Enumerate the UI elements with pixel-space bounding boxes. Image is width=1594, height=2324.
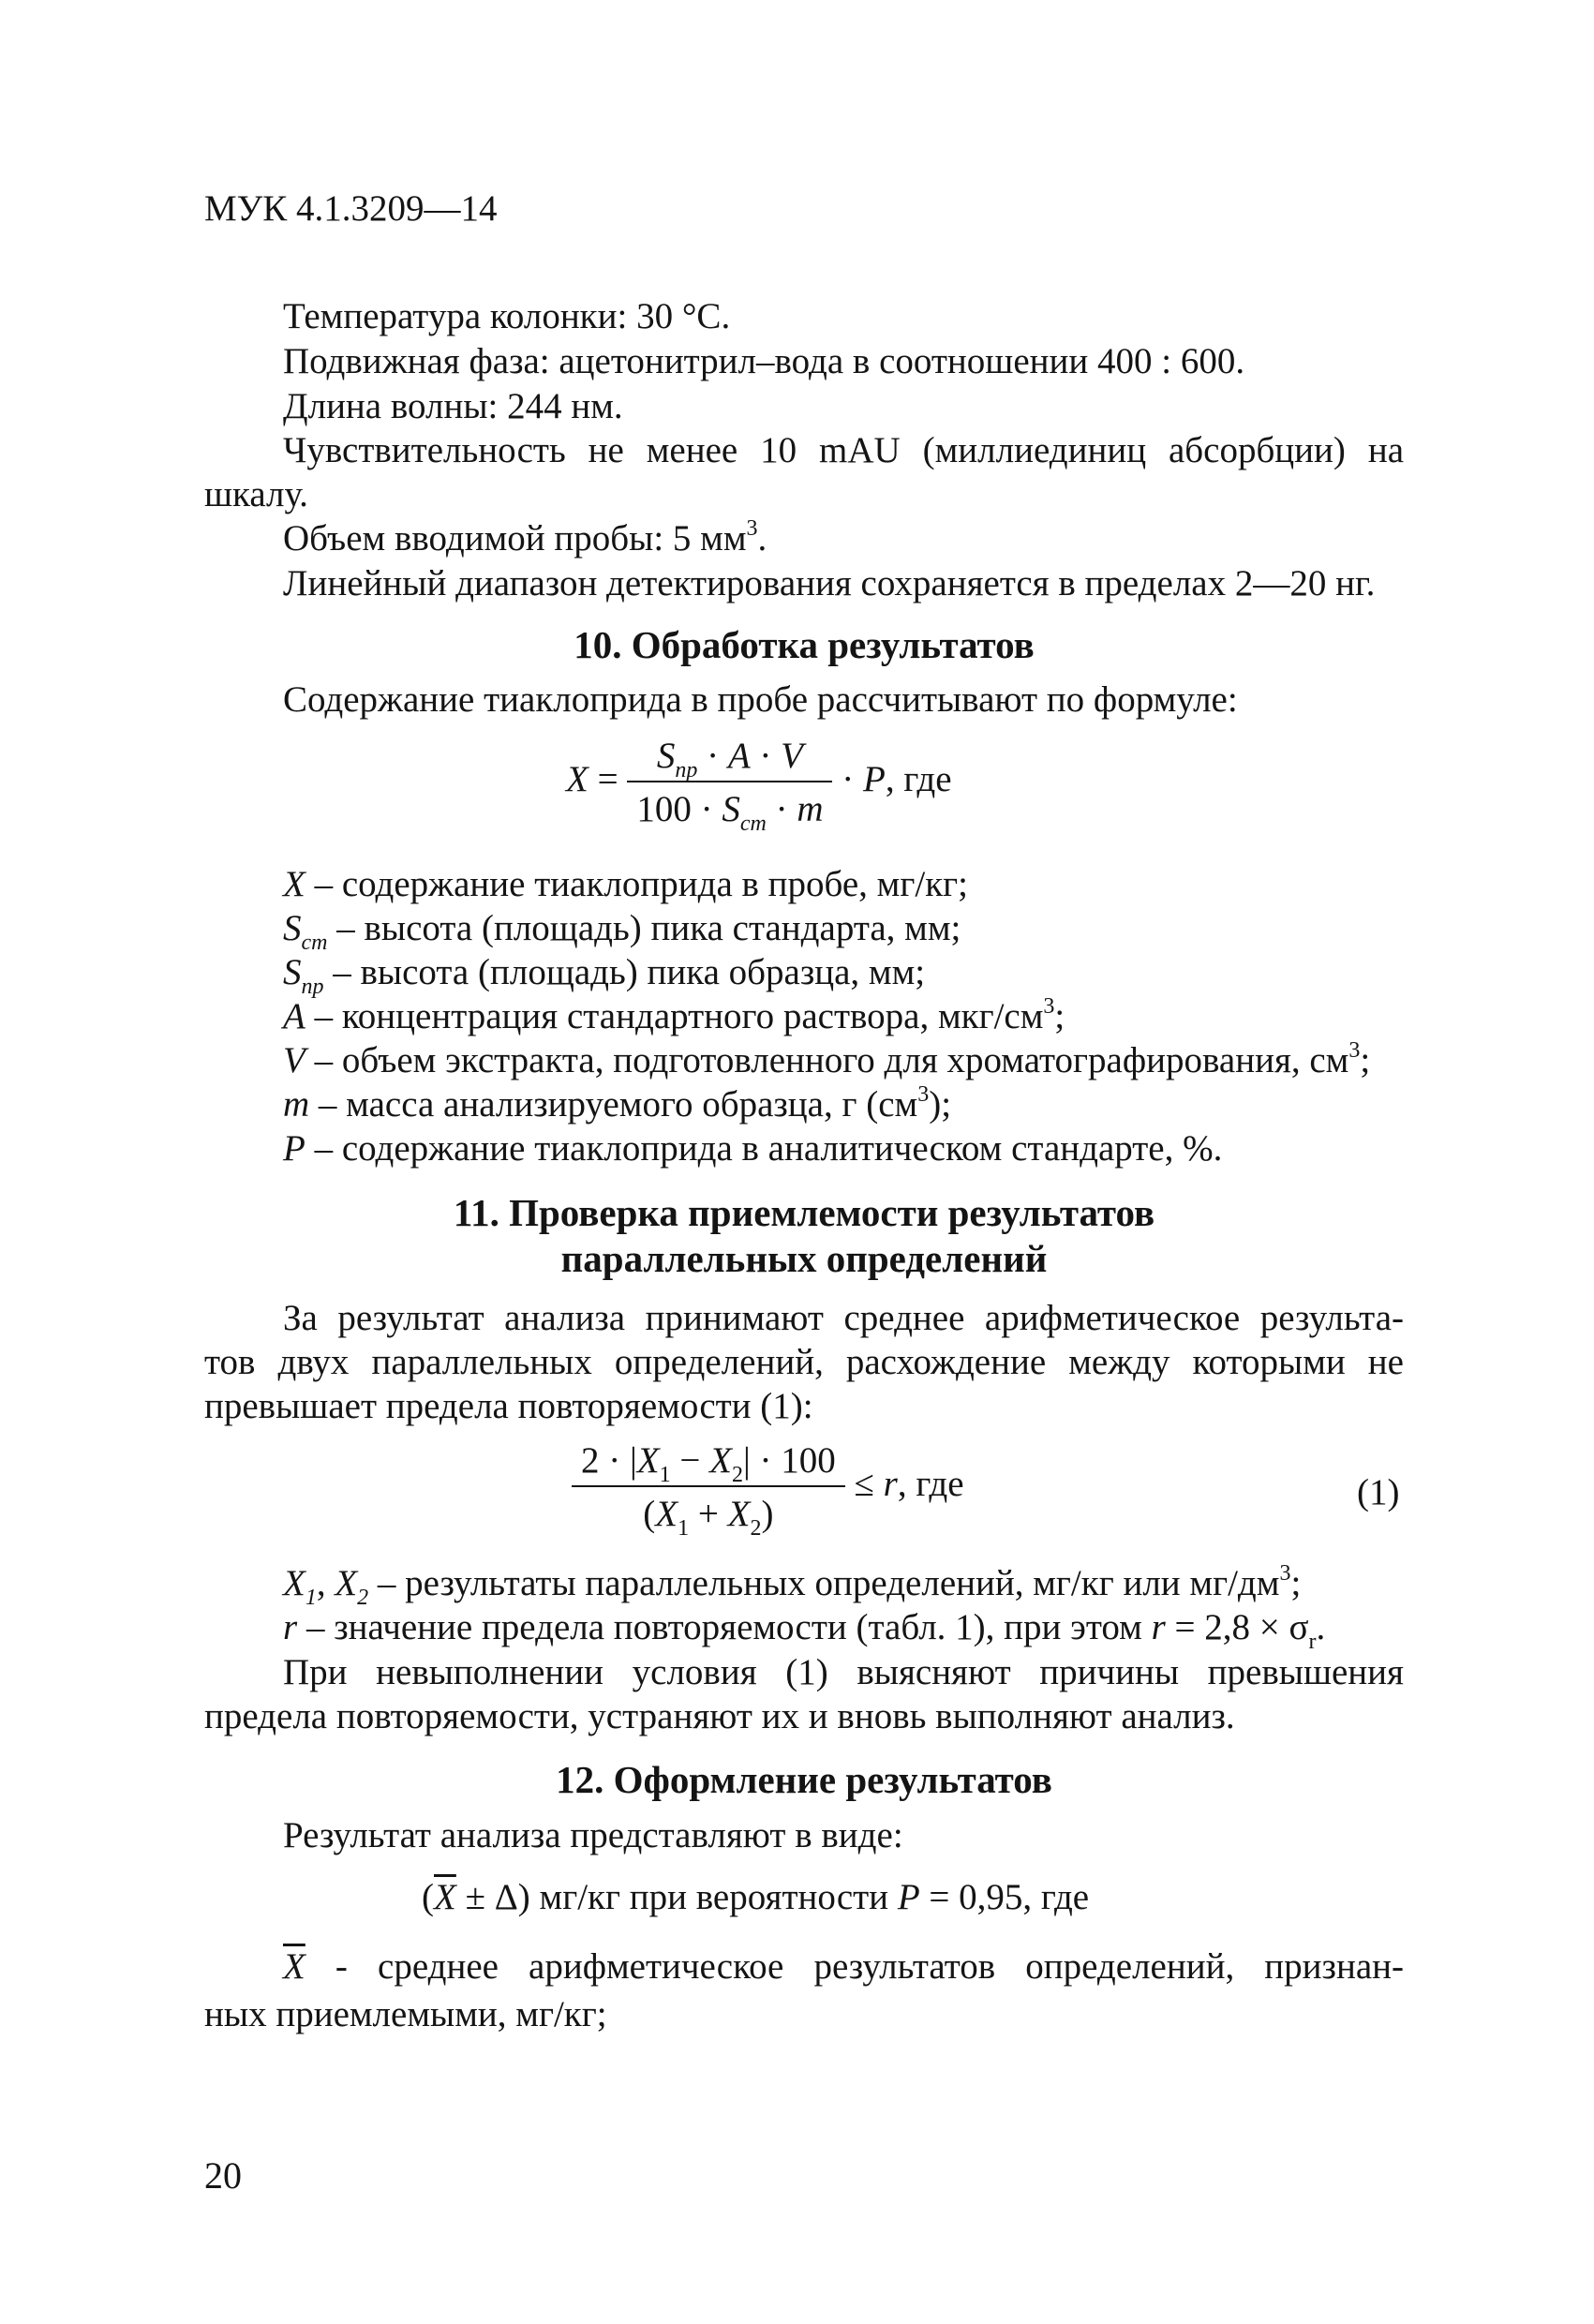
- section-11-para-5: предела повторяемости, устраняют их и вновь выполняют анализ.: [204, 1696, 1235, 1736]
- def-v: V – объем экстракта, подготовленного для хроматографирования, $см^3$;: [283, 1038, 1371, 1080]
- section-10-title: 10. Обработка результатов: [574, 623, 1035, 666]
- def-x: X – содержание тиаклоприда в пробе, мг/кг;: [283, 864, 968, 904]
- section-11-title-line-1: 11. Проверка приемлемости результатов: [453, 1191, 1155, 1234]
- sensitivity-line-2: шкалу.: [204, 474, 308, 514]
- def-s-cm: $S_{cm}$ – высота (площадь) пика стандарта, мм;: [283, 908, 961, 955]
- equation-number: (1): [1357, 1472, 1400, 1512]
- section-11-para-1: За результат анализа принимают среднее арифметическое результа-: [283, 1298, 1404, 1338]
- page-number: 20: [204, 2154, 242, 2197]
- def-a: A – концентрация стандартного раствора, мкг/$см^3$;: [283, 994, 1065, 1036]
- def-x-mean-line-2: ных приемлемыми, мг/кг;: [204, 1994, 607, 2034]
- mobile-phase: Подвижная фаза: ацетонитрил–вода в соотношении 400 : 600.: [283, 341, 1245, 381]
- column-temperature: Температура колонки: 30 °С.: [283, 296, 731, 336]
- repeatability-formula: $\frac{2 \cdot |X_1 - X_2| \cdot 100}{(X_1 + X_2)}$ ≤ r, где: [572, 1439, 964, 1535]
- linear-range: Линейный диапазон детектирования сохраняется в пределах 2—20 нг.: [283, 563, 1376, 603]
- formula-where-2: , где: [897, 1463, 964, 1504]
- wavelength: Длина волны: 244 нм.: [283, 386, 623, 426]
- section-11-para-2: тов двух параллельных определений, расхождение между которыми не: [204, 1342, 1404, 1382]
- def-x1-x2: $X_1$, $X_2$ – результаты параллельных определений, мг/кг или $мг/дм^3$;: [283, 1561, 1302, 1610]
- formula-where: , где: [885, 758, 952, 799]
- def-m: m – масса анализируемого образца, г $(см^3)$;: [283, 1082, 952, 1125]
- concentration-formula: X = $\frac{S_{np} \cdot A \cdot V}{100 \cdot S_{cm} \cdot m}$ · P, где: [566, 736, 952, 836]
- document-code-header: МУК 4.1.3209—14: [204, 188, 498, 229]
- section-11-title-line-2: параллельных определений: [560, 1237, 1048, 1280]
- injection-volume: Объем вводимой пробы: 5 $мм^3$.: [283, 516, 767, 559]
- def-r: r – значение предела повторяемости (табл. 1), при этом $r = 2,8 \times \sigma_r$.: [283, 1607, 1326, 1654]
- section-12-title: 12. Оформление результатов: [556, 1758, 1052, 1801]
- section-11-para-3: превышает предела повторяемости (1):: [204, 1386, 813, 1426]
- result-format: $(\overline{X} \pm \Delta)$ мг/кг при вероятности P = 0,95, где: [422, 1877, 1090, 1917]
- def-s-np: $S_{np}$ – высота (площадь) пика образца, мм;: [283, 952, 926, 999]
- def-x-mean-line-1: $\overline{X}$ - среднее арифметическое результатов определений, признан-: [283, 1946, 1404, 1987]
- def-p: P – содержание тиаклоприда в аналитическом стандарте, %.: [283, 1128, 1223, 1169]
- section-11-para-4: При невыполнении условия (1) выясняют причины превышения: [283, 1652, 1404, 1692]
- sensitivity-line-1: Чувствительность не менее 10 mAU (миллиединиц абсорбции) на: [283, 430, 1404, 470]
- section-10-intro: Содержание тиаклоприда в пробе рассчитывают по формуле:: [283, 679, 1238, 720]
- section-12-intro: Результат анализа представляют в виде:: [283, 1815, 903, 1855]
